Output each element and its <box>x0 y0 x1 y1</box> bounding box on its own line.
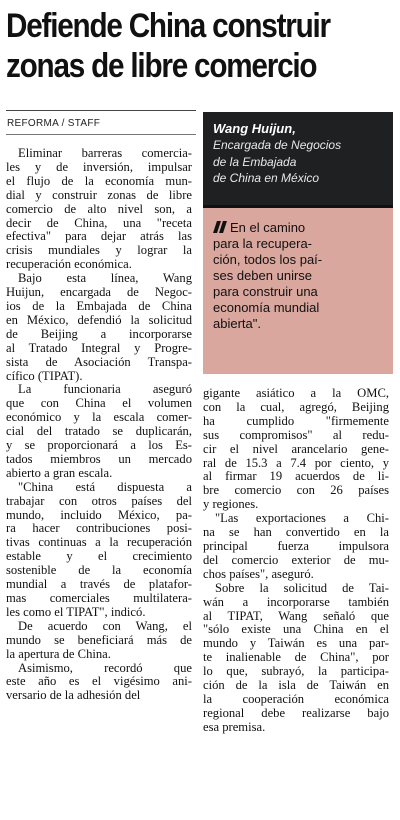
article-line: "sólo existe una China en el <box>203 622 389 637</box>
quote-mark-icon <box>213 221 227 233</box>
sidebar-role-line: de la Embajada <box>213 154 297 169</box>
article-paragraph <box>6 662 192 704</box>
article-line: Eliminar barreras comercia- <box>18 146 192 160</box>
article-line: en México, defendió la solicitud <box>6 312 192 327</box>
headline-line-2: zonas de libre comercio <box>6 47 317 85</box>
article-line: esa premisa. <box>203 719 266 734</box>
article-line: lo que, subrayó, la participa- <box>203 664 389 679</box>
pull-quote-line: economía mundial <box>213 300 320 315</box>
byline: REFORMA / STAFF <box>7 118 101 129</box>
article-line: del comercio exterior de mu- <box>203 552 389 567</box>
pull-quote <box>213 220 383 332</box>
pull-quote-line: ción, todos los paí- <box>213 252 323 267</box>
sidebar-header <box>203 112 393 208</box>
article-line: Asimismo, recordó que <box>18 660 192 675</box>
article-line: bre comercio con 26 países <box>203 483 389 498</box>
article-line: ral de 15.3 a 7.4 por ciento, y <box>203 455 389 470</box>
article-line: sus compromisos" al redu- <box>203 427 389 442</box>
article-line: mas comerciales multilatera- <box>6 591 192 605</box>
article-paragraph <box>203 387 389 512</box>
sidebar-role-line: Encargada de Negocios <box>213 138 342 152</box>
article-line: que con China el volumen <box>6 396 192 411</box>
article-line: na se han convertido en la <box>203 525 389 540</box>
article-line: mundo y Taiwán es una par- <box>203 636 389 651</box>
pull-quote-line: para construir una <box>213 284 318 299</box>
article-line: ios de la Embajada de China <box>6 298 192 313</box>
article-line: De acuerdo con Wang, el <box>18 618 192 633</box>
sidebar-role-line: de China en México <box>213 171 320 185</box>
article-line: Sobre la solicitud de Tai- <box>215 580 389 595</box>
article-line: regional debe realizarse bajo <box>203 705 389 720</box>
article-line: la cooperación económica <box>203 691 389 706</box>
article-line: mundo, incluido México, pa- <box>6 507 192 522</box>
article-line: "China está dispuesta a <box>18 479 192 494</box>
divider <box>6 134 196 135</box>
article-line: y regiones. <box>203 497 259 512</box>
headline <box>6 6 341 86</box>
article-line: abierto a gran escala. <box>6 465 113 480</box>
article-line: cial del tratado se duplicarán, <box>6 424 192 439</box>
headline-line-1: Defiende China construir <box>6 7 330 45</box>
article-line: crisis mundiales y lograr la <box>6 243 192 258</box>
article-line: este año es el vigésimo ani- <box>6 674 192 689</box>
article-paragraph <box>203 582 389 735</box>
article-line: al Tratado Integral y Progre- <box>6 340 192 355</box>
article-line: al TIPAT, Wang señaló que <box>203 608 389 623</box>
article-line: decir de China, una "receta <box>6 215 192 230</box>
article-line: ción de la isla de Taiwán en <box>203 678 389 693</box>
pull-quote-line: ses deben unirse <box>213 268 313 283</box>
article-line: La funcionaria aseguró <box>18 382 192 397</box>
pull-quote-line: para la recupera- <box>213 236 312 251</box>
article-line: mundial a través de platafor- <box>6 577 192 592</box>
article-paragraph <box>6 620 192 662</box>
article-line: mundo se beneficiará más de <box>6 632 192 647</box>
article-line: les como el TIPAT", indicó. <box>6 604 146 619</box>
article-line: Bajo esta línea, Wang <box>18 271 192 286</box>
article-paragraph <box>203 512 389 582</box>
article-column-right <box>203 387 389 735</box>
article-paragraph <box>6 147 192 272</box>
article-line: al firmar 19 acuerdos de li- <box>203 469 389 484</box>
article-paragraph <box>6 481 192 620</box>
article-line: comercio de alto nivel son, a <box>6 201 192 216</box>
pull-quote-line: abierta". <box>213 316 261 331</box>
quote-sidebar <box>203 112 393 377</box>
divider <box>6 110 196 111</box>
article-line: cífico (TIPAT). <box>6 368 83 383</box>
article-line: trabajar con otros países del <box>6 493 192 508</box>
article-line: "Las exportaciones a Chi- <box>215 511 389 526</box>
article-line: económico y la escala comer- <box>6 410 192 425</box>
article-line: versario de la adhesión del <box>6 688 141 703</box>
article-line: recuperación económica. <box>6 257 132 272</box>
article-line: estable y el crecimiento <box>6 549 192 564</box>
article-line: sostenible de la economía <box>6 563 192 578</box>
article-line: ha cumplido "firmemente <box>203 413 389 428</box>
article-line: de Beijing a incorporarse <box>6 326 192 341</box>
article-paragraph <box>6 272 192 383</box>
article-line: el flujo de la economía mun- <box>6 173 192 188</box>
sidebar-quote-box <box>203 208 393 374</box>
article-line: tivas continuas a la recuperación <box>6 535 192 550</box>
article-line: la apertura de China. <box>6 646 111 661</box>
article-line: sista de Asociación Transpa- <box>6 354 192 369</box>
article-line: Huijun, encargada de Negoc- <box>6 285 192 300</box>
article-line: dial y construir zonas de libre <box>6 187 192 202</box>
article-line: chos países", aseguró. <box>203 566 314 581</box>
article-line: wán a incorporarse también <box>203 594 389 609</box>
article-line: tados miembros un mercado <box>6 451 192 466</box>
article-line: les y de inversión, impulsar <box>6 159 192 174</box>
sidebar-name: Wang Huijun, <box>213 121 296 136</box>
article-line: te inalienable de China", por <box>203 650 389 665</box>
article-paragraph <box>6 383 192 480</box>
article-column-left <box>6 147 192 703</box>
article-line: ra hacer contribuciones posi- <box>6 521 192 536</box>
article-line: principal fuerza impulsora <box>203 538 389 553</box>
article-line: con la cual, agregó, Beijing <box>203 399 389 414</box>
article-line: y se proporcionará a los Es- <box>6 438 192 453</box>
article-line: gigante asiático a la OMC, <box>203 386 389 400</box>
pull-quote-line: En el camino <box>230 220 306 235</box>
article-line: cir el nivel arancelario gene- <box>203 441 389 456</box>
article-line: efectiva" para dejar atrás las <box>6 229 192 244</box>
